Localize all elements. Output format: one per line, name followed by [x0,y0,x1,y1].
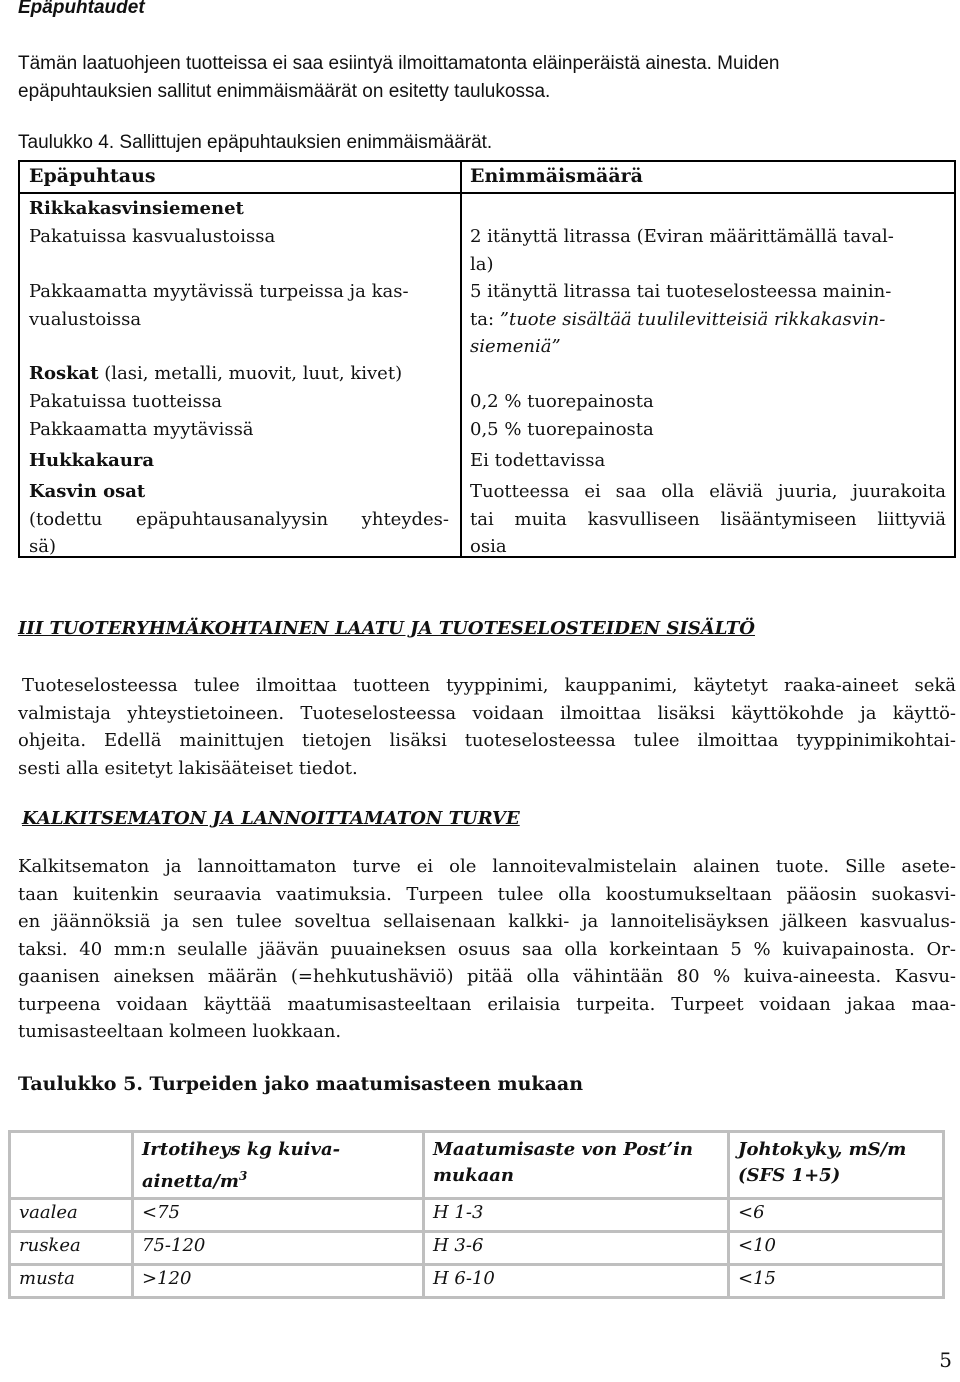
table-row [10,1199,944,1232]
value-line [470,306,948,334]
col-header-impurity: Epäpuhtaus [29,165,156,187]
plant-parts-label: Kasvin osat [29,481,146,502]
header-line: Johtokyky, mS/m [738,1139,907,1160]
para-line: turpeena voidaan käyttää maatumisasteeltaan erilaisia turpeita. Turpeet voidaan jakaa maa- [18,993,956,1015]
label-line: sä) [29,536,56,557]
section3-title: III TUOTERYHMÄKOHTAINEN LAATU JA TUOTESELOSTEIDEN SISÄLTÖ [18,618,755,639]
value-line: tai muita kasvulliseen lisääntymiseen liittyviä [470,508,946,530]
para-line: Kalkitsematon ja lannoittamaton turve ei ole lannoitevalmistelain alainen tuote. Sille asete- [18,856,956,877]
intro-line: epäpuhtauksien sallitut enimmäismäärät on esitetty taulukossa. [18,80,551,102]
group-weed-seeds: Rikkakasvinsiemenet [29,198,244,219]
table-cell: vaalea [10,1199,133,1232]
table-cell: ruskea [10,1232,133,1265]
table-cell: >120 [133,1265,424,1298]
row-packed-growing-media: Pakatuissa kasvualustoissa [29,226,276,247]
para-line: Tuoteselosteessa tulee ilmoittaa tuotteen tyyppinimi, kauppanimi, käytetyt raaka-aineet sekä [22,675,956,696]
value-debris-packed: 0,2 % tuorepainosta [470,391,654,412]
para-line: gaanisen aineksen määrän (=hehkutushäviö) pitää olla vähintään 80 % kuiva-aineesta. Kasvu- [18,966,956,987]
table-header-row [10,1132,944,1199]
peat-classification-table [8,1130,945,1299]
value-line: Tuotteessa ei saa olla eläviä juuria, juurakoita [470,481,946,502]
label-line: Pakkaamatta myytävissä turpeissa ja kas- [29,281,409,302]
value-unpacked-peat [470,278,948,361]
value-line: 2 itänyttä litrassa (Eviran määrittämällä taval- [470,226,894,247]
debris-label: Roskat [29,363,99,384]
header-cell-density [133,1132,424,1199]
value-wild-oat: Ei todettavissa [470,450,606,471]
section3-paragraph [18,672,956,782]
value-line: la) [470,253,494,275]
para-line: valmistaja yhteystietoineen. Tuoteselosteessa voidaan ilmoittaa lisäksi käyttökohde ja käyttö- [18,702,956,724]
table5-caption: Taulukko 5. Turpeiden jako maatumisasteen mukaan [18,1073,584,1095]
intro-line: Tämän laatuohjeen tuotteissa ei saa esiintyä ilmoittamatonta eläinperäistä ainesta. Muiden [18,53,780,74]
intro-paragraph [18,50,956,105]
table-cell: <6 [729,1199,944,1232]
value-line: siemeniä” [470,336,561,357]
group-plant-parts [29,478,449,561]
row-debris-packed: Pakatuissa tuotteissa [29,391,222,412]
column-divider [460,162,462,556]
label-line: (todettu epäpuhtausanalyysin yhteydes- [29,508,449,530]
value-quote: ”tuote sisältää tuulilevitteisiä rikkakasvin- [499,308,886,330]
value-prefix: ta: [470,308,500,330]
table-cell: <10 [729,1232,944,1265]
header-cell-empty [10,1132,133,1199]
para-line: sesti alla esitetyt lakisääteiset tiedot. [18,757,358,779]
table-cell: <15 [729,1265,944,1298]
label-line: vualustoissa [29,308,142,330]
header-line: Maatumisaste von Post’in [433,1139,694,1160]
table-cell: H 6-10 [424,1265,729,1298]
value-debris-unpacked: 0,5 % tuorepainosta [470,419,654,440]
table-row [10,1232,944,1265]
group-wild-oat: Hukkakaura [29,450,155,471]
table-row [10,1265,944,1298]
value-line: 5 itänyttä litrassa tai tuoteselosteessa mainin- [470,281,892,302]
row-debris-unpacked: Pakkaamatta myytävissä [29,419,254,440]
page-number: 5 [939,1348,952,1372]
para-line: taan kuitenkin seuraavia vaatimuksia. Turpeen tulee olla koostumukseltaan pääosin suokasvi- [18,883,956,905]
para-line: tumisasteeltaan kolmeen luokkaan. [18,1021,342,1042]
header-line: (SFS 1+5) [738,1165,841,1186]
header-line: ainetta/m [142,1171,239,1192]
group-debris [29,360,402,388]
table-cell: 75-120 [133,1232,424,1265]
header-cell-humification [424,1132,729,1199]
table-cell: <75 [133,1199,424,1232]
header-line: Irtotiheys kg kuiva- [142,1139,341,1160]
peat-paragraph [18,853,956,1046]
peat-section-title: KALKITSEMATON JA LANNOITTAMATON TURVE [22,808,520,829]
debris-detail: (lasi, metalli, muovit, luut, kivet) [98,363,403,384]
table-header-row [20,162,954,194]
table-cell: H 3-6 [424,1232,729,1265]
value-packed-growing-media [470,223,948,278]
value-line: osia [470,536,507,557]
table-cell: H 1-3 [424,1199,729,1232]
header-superscript: 3 [238,1169,248,1183]
table4-caption: Taulukko 4. Sallittujen epäpuhtauksien enimmäismäärät. [18,132,493,153]
header-cell-conductivity [729,1132,944,1199]
col-header-max-amount: Enimmäismäärä [470,165,643,187]
value-plant-parts [470,478,946,561]
impurities-table [18,160,956,558]
para-line: ohjeita. Edellä mainittujen tietojen lisäksi tuoteselosteessa tulee ilmoittaa tyyppinimikohtai- [18,730,956,751]
header-line: mukaan [433,1165,515,1186]
para-line: en jäännöksiä ja sen tulee soveltua sellaisenaan kalkki- ja lannoitelisäyksen jälkeen kasvualus- [18,911,956,932]
table-cell: musta [10,1265,133,1298]
row-unpacked-peat [29,278,409,333]
para-line: taksi. 40 mm:n seulalle jäävän puuaineksen osuus saa olla korkeintaan 5 % kuivapainosta. Or- [18,938,956,960]
section-title: Epäpuhtaudet [18,0,145,18]
